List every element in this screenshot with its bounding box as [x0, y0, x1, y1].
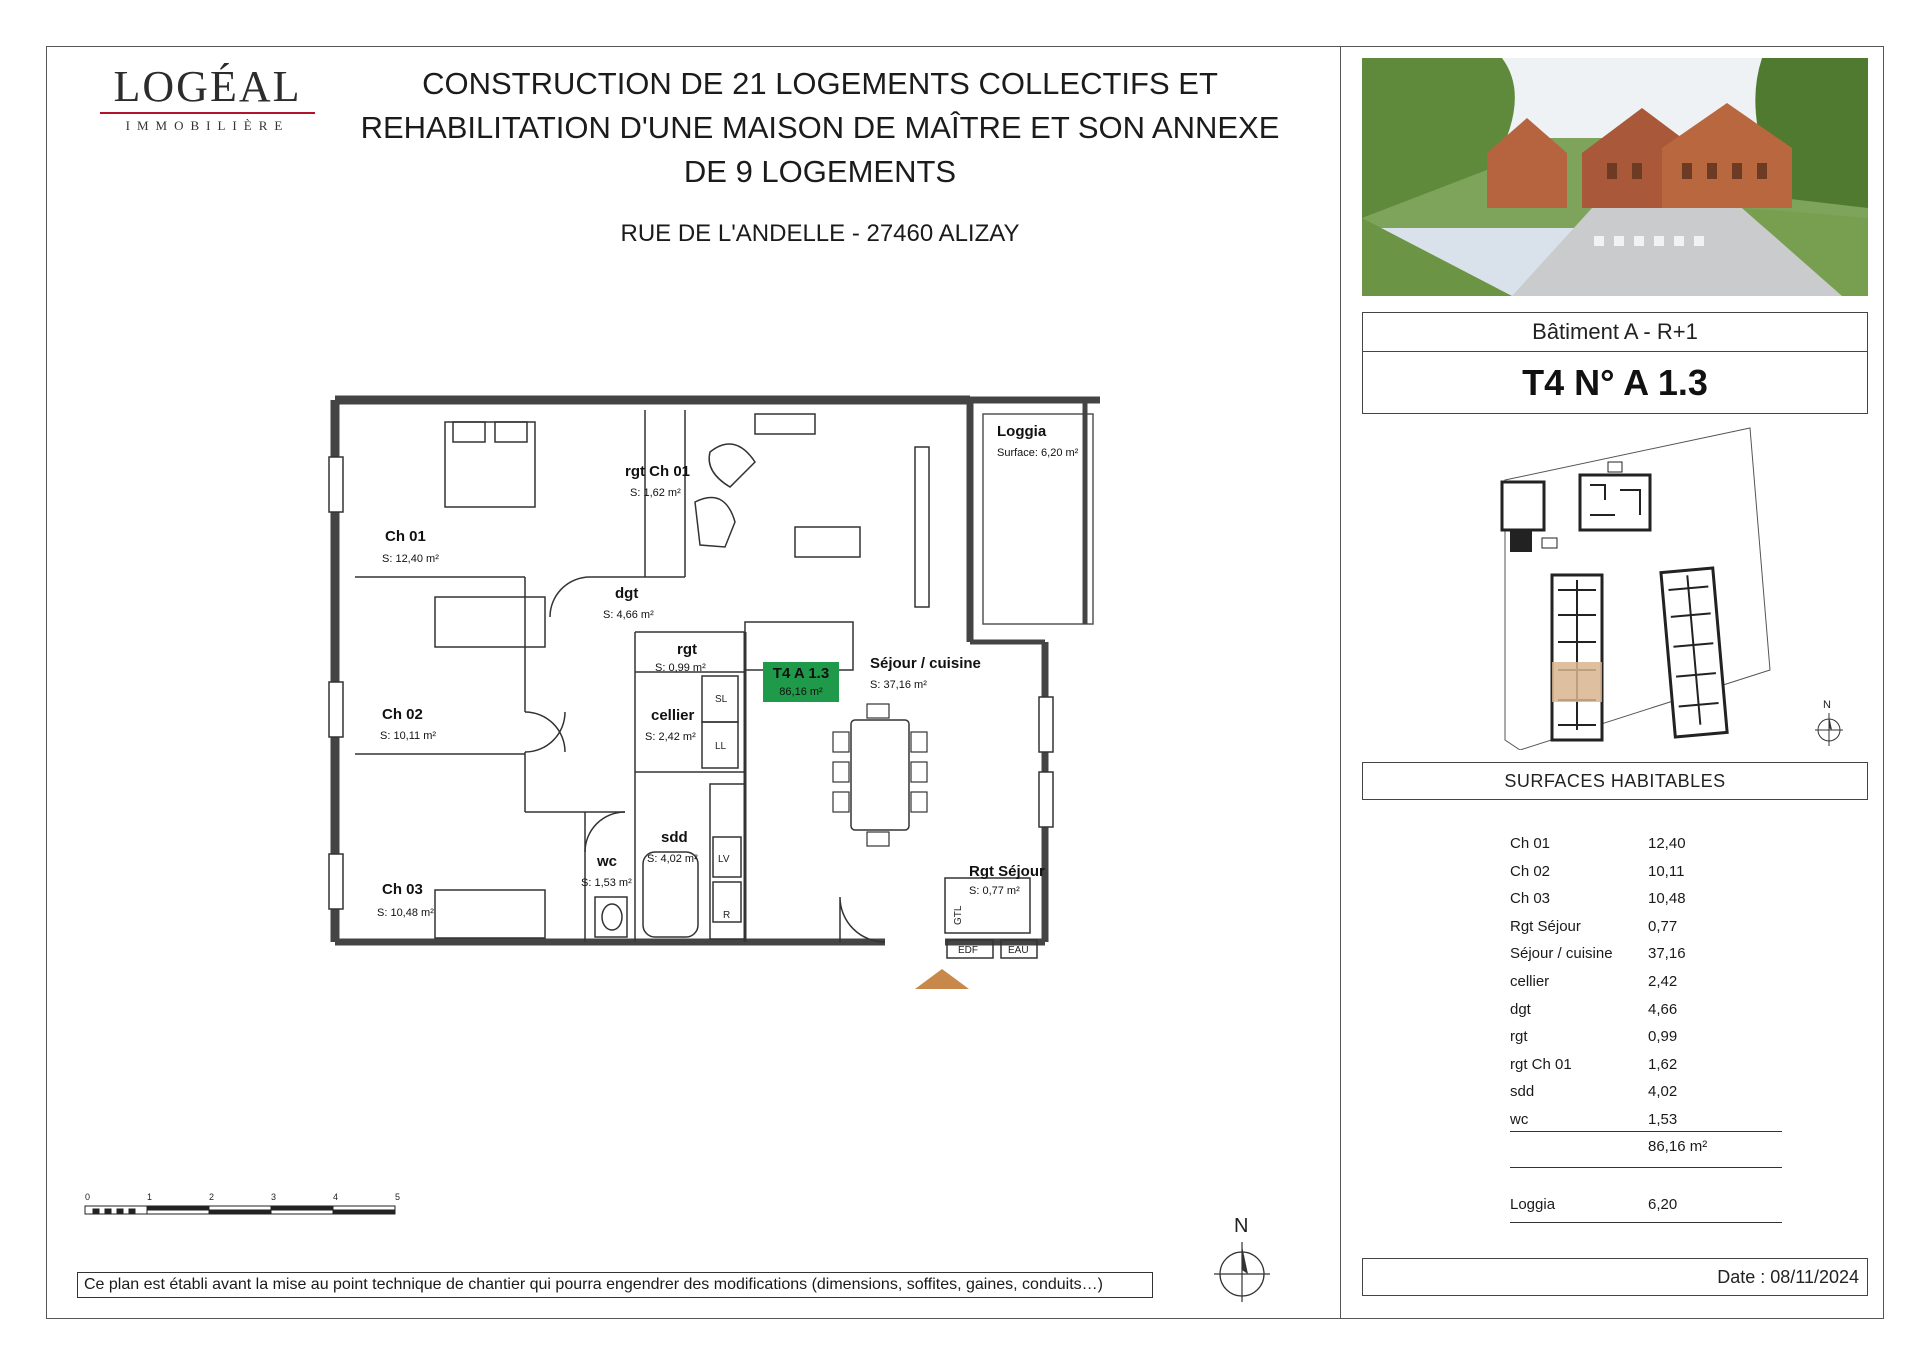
room-label-rgt: rgt [677, 641, 697, 658]
loggia-value: 6,20 [1648, 1196, 1678, 1213]
room-label-sdd: sdd [661, 829, 688, 846]
fixture-gtl: GTL [953, 905, 964, 925]
lot-tag-label: T4 A 1.3 [772, 665, 830, 682]
surface-value: 4,02 [1648, 1083, 1678, 1101]
north-arrow-icon [1212, 1212, 1282, 1302]
scale-tick-3: 3 [271, 1192, 277, 1202]
room-label-rgt-sejour: Rgt Séjour [969, 863, 1045, 880]
building-rendering [1362, 58, 1868, 296]
column-divider [1340, 46, 1341, 1319]
title-line-1: CONSTRUCTION DE 21 LOGEMENTS COLLECTIFS ET [422, 66, 1218, 101]
project-address: RUE DE L'ANDELLE - 27460 ALIZAY [620, 220, 1020, 247]
room-surface-wc: S: 1,53 m² [581, 877, 632, 889]
title-line-2: REHABILITATION D'UNE MAISON DE MAÎTRE ET SON ANNEXE [360, 110, 1280, 145]
room-label-ch01: Ch 01 [385, 528, 426, 545]
lot-tag [763, 662, 839, 702]
scale-tick-5: 5 [395, 1192, 401, 1202]
room-surface-ch02: S: 10,11 m² [380, 730, 437, 742]
floor-plan [325, 392, 1115, 1022]
lot-number: T4 N° A 1.3 [1362, 352, 1868, 414]
surface-name: cellier [1510, 972, 1550, 990]
surface-value: 4,66 [1648, 1000, 1678, 1018]
total-rule-bottom [1510, 1167, 1782, 1168]
surface-row [1510, 1106, 1782, 1134]
room-label-dgt: dgt [615, 585, 639, 602]
scale-tick-2: 2 [209, 1192, 215, 1202]
surface-name: rgt [1510, 1028, 1528, 1046]
site-plan [1480, 420, 1780, 750]
logo-main-text: LOGÉAL [113, 62, 302, 111]
scale-tick-4: 4 [333, 1192, 339, 1202]
surface-name: wc [1510, 1110, 1529, 1128]
surface-name: Ch 03 [1510, 890, 1551, 908]
surface-name: Ch 02 [1510, 862, 1551, 880]
room-label-wc: wc [597, 853, 618, 870]
logo-sub-text: IMMOBILIÈRE [125, 118, 290, 133]
surface-row [1510, 1051, 1782, 1079]
room-label-cellier: cellier [651, 707, 695, 724]
surface-value: 10,11 [1648, 862, 1685, 880]
building-label: Bâtiment A - R+1 [1362, 312, 1868, 352]
room-surface-sdd: S: 4,02 m² [647, 853, 698, 865]
surface-name: Ch 01 [1510, 835, 1551, 852]
surface-value: 1,62 [1648, 1055, 1678, 1073]
surface-row [1510, 913, 1782, 941]
project-title [330, 62, 1310, 194]
entrance-marker [915, 969, 969, 989]
room-surface-dgt: S: 4,66 m² [603, 609, 654, 621]
room-surface-sejour: S: 37,16 m² [870, 679, 927, 691]
surface-name: dgt [1510, 1000, 1531, 1018]
site-plan-highlight [1552, 662, 1602, 702]
surface-value: 37,16 [1648, 945, 1686, 963]
surface-row [1510, 1078, 1782, 1106]
loggia-rule [1510, 1222, 1782, 1223]
room-surface-ch03: S: 10,48 m² [377, 907, 434, 919]
surface-row [1510, 940, 1782, 968]
room-surface-rgt-sejour: S: 0,77 m² [969, 885, 1020, 897]
room-label-rgt-ch01: rgt Ch 01 [625, 463, 691, 480]
fixture-ll: LL [715, 741, 727, 752]
surface-name: rgt Ch 01 [1510, 1055, 1572, 1073]
logo [100, 64, 315, 134]
scale-tick-1: 1 [147, 1192, 153, 1202]
scale-bar [80, 1192, 410, 1232]
fixture-sl: SL [715, 694, 728, 705]
total-rule-top [1510, 1131, 1782, 1132]
surface-value: 0,99 [1648, 1028, 1678, 1046]
fixture-eau: EAU [1008, 945, 1029, 956]
surface-name: Rgt Séjour [1510, 917, 1581, 935]
surface-value: 12,40 [1648, 835, 1686, 852]
logo-rule [100, 112, 315, 114]
north-arrow-small-icon [1812, 698, 1846, 748]
room-surface-cellier: S: 2,42 m² [645, 731, 696, 743]
scale-tick-0: 0 [85, 1192, 91, 1202]
surface-row [1510, 858, 1782, 886]
disclaimer: Ce plan est établi avant la mise au point technique de chantier qui pourra engendrer des modifications (dimensions, soffites, gaines, conduits…) [77, 1272, 1153, 1298]
room-surface-loggia: Surface: 6,20 m² [997, 447, 1079, 459]
fixture-lv: LV [718, 854, 730, 865]
fixture-r: R [723, 910, 731, 921]
lot-tag-surface: 86,16 m² [779, 686, 823, 698]
fixture-edf: EDF [958, 945, 978, 956]
surface-name: Séjour / cuisine [1510, 945, 1613, 963]
surface-value: 1,53 [1648, 1110, 1678, 1128]
surface-row [1510, 996, 1782, 1024]
surface-row [1510, 968, 1782, 996]
surface-value: 2,42 [1648, 972, 1678, 990]
room-label-ch03: Ch 03 [382, 881, 423, 898]
room-label-ch02: Ch 02 [382, 706, 423, 723]
surface-name: sdd [1510, 1083, 1535, 1101]
total-surface: 86,16 m² [1648, 1138, 1708, 1155]
room-surface-rgt: S: 0,99 m² [655, 662, 706, 674]
room-surface-ch01: S: 12,40 m² [382, 553, 439, 565]
north-label: N [1234, 1215, 1249, 1237]
room-surface-rgt-ch01: S: 1,62 m² [630, 487, 681, 499]
surfaces-title: SURFACES HABITABLES [1362, 762, 1868, 800]
room-label-loggia: Loggia [997, 423, 1047, 440]
surface-value: 0,77 [1648, 917, 1678, 935]
title-line-3: DE 9 LOGEMENTS [683, 154, 957, 189]
surface-value: 10,48 [1648, 890, 1686, 908]
surface-row [1510, 885, 1782, 913]
surface-row [1510, 830, 1782, 858]
surface-row [1510, 1023, 1782, 1051]
loggia-name: Loggia [1510, 1196, 1556, 1213]
north-small-label: N [1823, 699, 1831, 711]
surfaces-table [1510, 830, 1782, 1134]
plan-date: Date : 08/11/2024 [1362, 1258, 1868, 1296]
room-label-sejour: Séjour / cuisine [870, 655, 981, 672]
